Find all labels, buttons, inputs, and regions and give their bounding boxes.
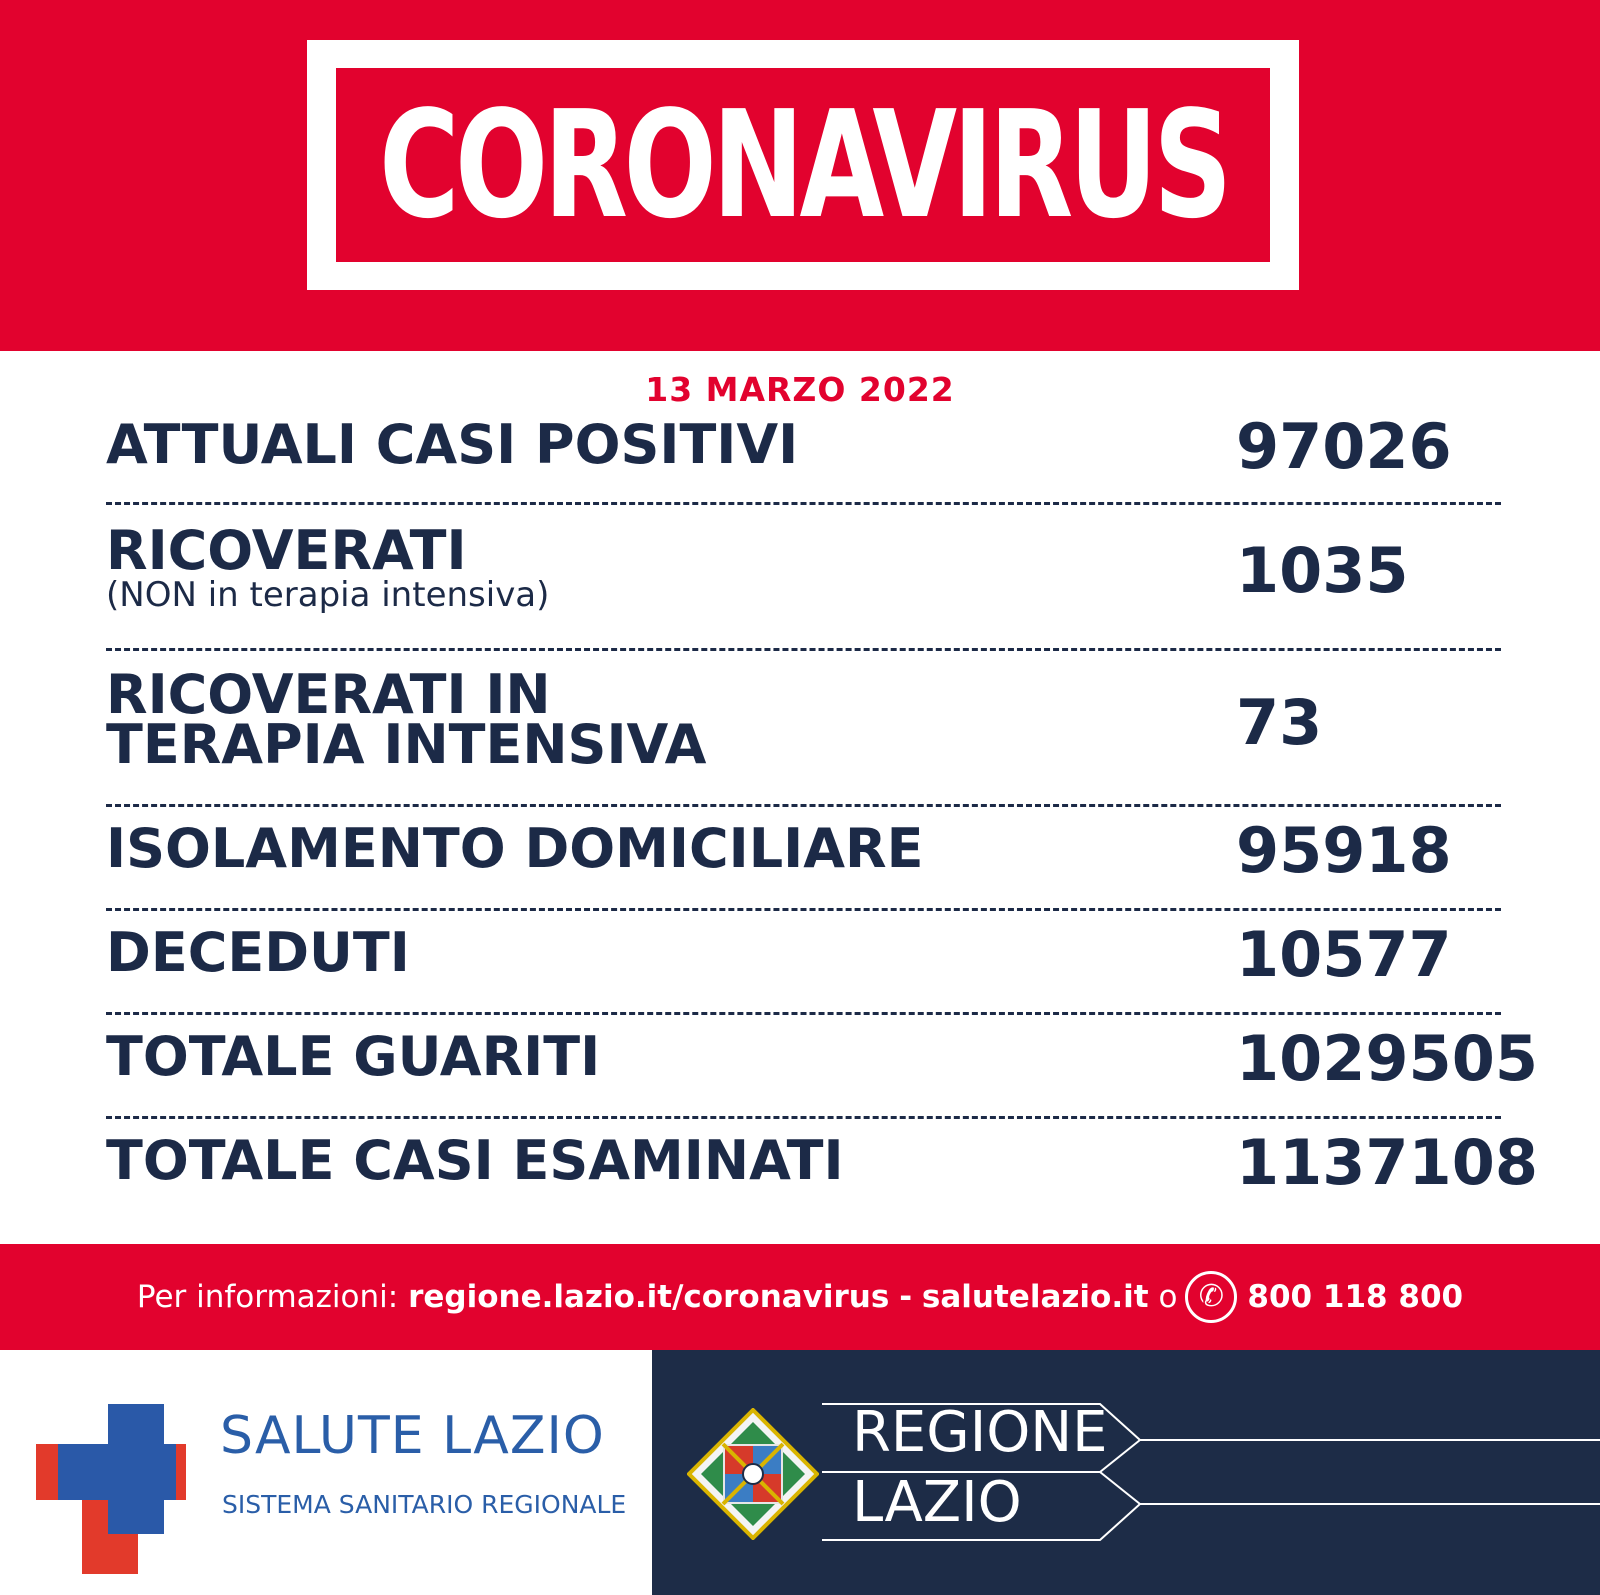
salute-lazio-subtitle: SISTEMA SANITARIO REGIONALE xyxy=(222,1490,627,1519)
stat-sublabel: (NON in terapia intensiva) xyxy=(106,575,550,615)
info-bar xyxy=(0,1244,1600,1350)
page-title: CORONAVIRUS xyxy=(378,79,1228,251)
stat-value: 95918 xyxy=(1236,814,1452,887)
stat-label: DECEDUTI xyxy=(106,921,410,984)
info-separator: - xyxy=(899,1279,913,1315)
salute-lazio-logo-block xyxy=(0,1350,652,1595)
stat-label: ISOLAMENTO DOMICILIARE xyxy=(106,817,924,880)
regione-lazio-title xyxy=(852,1398,1108,1538)
stat-label: TOTALE GUARITI xyxy=(106,1025,601,1088)
regione-lazio-logo-block xyxy=(652,1350,1600,1595)
cross-logo-blue-horizontal xyxy=(58,1444,176,1500)
divider xyxy=(106,1116,1501,1119)
stat-value: 73 xyxy=(1236,686,1323,759)
stat-value: 1035 xyxy=(1236,534,1409,607)
salute-lazio-title: SALUTE LAZIO xyxy=(220,1406,605,1466)
divider xyxy=(106,648,1501,651)
info-or: o xyxy=(1158,1279,1178,1315)
stat-value: 10577 xyxy=(1236,918,1452,991)
stat-label: RICOVERATI xyxy=(106,519,467,582)
regione-lazio-emblem-icon xyxy=(687,1408,819,1540)
divider xyxy=(106,804,1501,807)
regione-line2: LAZIO xyxy=(852,1470,1022,1535)
header-banner xyxy=(0,0,1600,351)
stat-value: 1137108 xyxy=(1236,1126,1538,1199)
stat-label: TOTALE CASI ESAMINATI xyxy=(106,1129,844,1192)
divider xyxy=(106,1012,1501,1015)
divider xyxy=(106,908,1501,911)
stat-value: 1029505 xyxy=(1236,1022,1538,1095)
report-date: 13 MARZO 2022 xyxy=(645,370,955,409)
divider xyxy=(106,502,1501,505)
info-link-salute[interactable]: salutelazio.it xyxy=(921,1279,1149,1315)
title-frame xyxy=(307,40,1299,290)
stat-value: 97026 xyxy=(1236,410,1452,483)
info-phone-number[interactable]: 800 118 800 xyxy=(1247,1279,1464,1315)
info-link-regione[interactable]: regione.lazio.it/coronavirus xyxy=(408,1279,890,1315)
regione-line1: REGIONE xyxy=(852,1400,1108,1465)
stat-label-line1: RICOVERATI IN xyxy=(106,663,551,726)
title-box xyxy=(336,68,1270,262)
phone-icon: ✆ xyxy=(1185,1271,1237,1323)
info-prefix: Per informazioni: xyxy=(136,1279,399,1315)
stat-label: ATTUALI CASI POSITIVI xyxy=(106,413,799,476)
stat-label-line2: TERAPIA INTENSIVA xyxy=(106,713,707,776)
